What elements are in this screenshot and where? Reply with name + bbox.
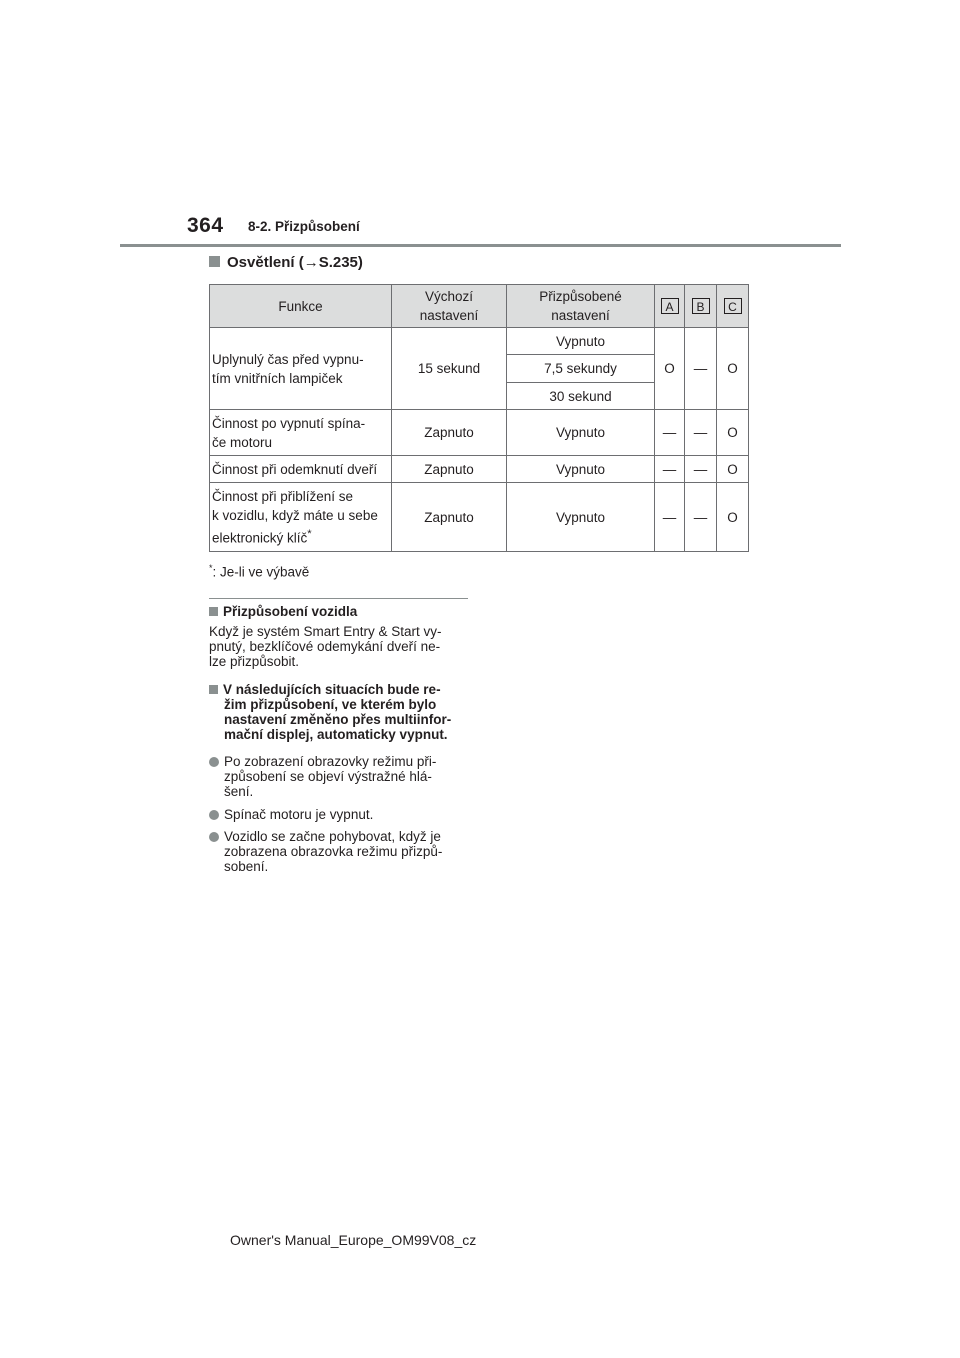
footer-manual-id: Owner's Manual_Europe_OM99V08_cz <box>230 1232 477 1248</box>
square-bullet-icon <box>209 256 220 267</box>
row4-function-line3: elektronický klíč <box>212 530 308 546</box>
row1-function-line1: Uplynulý čas před vypnu- <box>212 351 364 367</box>
row1-function <box>210 328 392 410</box>
bullet3-line2: zobrazena obrazovka režimu přizpů- <box>224 844 443 859</box>
header-rule <box>120 244 841 247</box>
row2-function-line2: če motoru <box>212 434 273 450</box>
notes-divider <box>209 598 468 599</box>
header-b-box: B <box>692 298 710 314</box>
row3-default: Zapnuto <box>392 456 507 483</box>
bullet1-line1: Po zobrazení obrazovky režimu při- <box>224 754 437 769</box>
page-number: 364 <box>187 214 224 237</box>
square-bullet-icon <box>209 685 218 694</box>
table-row <box>210 328 749 355</box>
note1-line1: Když je systém Smart Entry & Start vy- <box>209 624 442 639</box>
note1-line3: lze přizpůsobit. <box>209 654 300 669</box>
row3-a: — <box>655 456 685 483</box>
bullet-engine-off <box>209 807 486 822</box>
note2-line3: nastavení změněno přes multiinfor- <box>224 712 452 727</box>
row3-custom: Vypnuto <box>507 456 655 483</box>
circle-bullet-icon <box>209 757 219 767</box>
row1-option3: 30 sekund <box>507 383 655 410</box>
bullet1-line3: šení. <box>224 784 254 799</box>
bullet-warning <box>209 754 486 799</box>
bullet1-line2: způsobení se objeví výstražné hlá- <box>224 769 432 784</box>
header-custom-line2: nastavení <box>551 308 610 323</box>
header-default-line2: nastavení <box>419 308 479 323</box>
bullet3-line1: Vozidlo se začne pohybovat, když je <box>224 829 441 844</box>
circle-bullet-icon <box>209 832 219 842</box>
note-vehicle-customization <box>209 604 471 669</box>
header-a-box: A <box>661 298 679 314</box>
bullet2-line1: Spínač motoru je vypnut. <box>224 807 374 822</box>
row4-function <box>210 483 392 552</box>
chapter-title: 8-2. Přizpůsobení <box>248 219 360 234</box>
table-row <box>210 410 749 456</box>
section-title: Osvětlení (→S.235) <box>227 254 363 271</box>
note1-title-text: Přizpůsobení vozidla <box>223 604 358 619</box>
header-b <box>685 285 717 328</box>
row4-custom: Vypnuto <box>507 483 655 552</box>
row4-function-line2: k vozidlu, když máte u sebe <box>212 507 378 523</box>
bullet3-line3: sobení. <box>224 859 269 874</box>
row1-default: 15 sekund <box>392 328 507 410</box>
row2-b: — <box>685 410 717 456</box>
note2-line4: mační displej, automaticky vypnut. <box>224 727 448 742</box>
row1-b: — <box>685 328 717 410</box>
row1-option1: Vypnuto <box>507 328 655 355</box>
row4-footnote-mark: * <box>307 527 312 540</box>
row4-b: — <box>685 483 717 552</box>
bullet-vehicle-moving <box>209 829 486 874</box>
row2-custom: Vypnuto <box>507 410 655 456</box>
row1-c: O <box>717 328 749 410</box>
footnote <box>209 563 309 580</box>
row2-function-line1: Činnost po vypnutí spína- <box>212 415 366 431</box>
table-row <box>210 456 749 483</box>
row4-a: — <box>655 483 685 552</box>
row3-c: O <box>717 456 749 483</box>
row3-b: — <box>685 456 717 483</box>
section-heading <box>209 254 363 271</box>
header-a <box>655 285 685 328</box>
header-default <box>392 285 507 328</box>
note-auto-off <box>209 682 486 742</box>
row2-c: O <box>717 410 749 456</box>
header-custom <box>507 285 655 328</box>
row4-function-line1: Činnost při přiblížení se <box>212 488 354 504</box>
header-funkce: Funkce <box>210 285 392 328</box>
row2-function <box>210 410 392 456</box>
footnote-mark: * <box>209 563 213 573</box>
row1-function-line2: tím vnitřních lampiček <box>212 370 343 386</box>
note1-line2: pnutý, bezklíčové odemykání dveří ne- <box>209 639 441 654</box>
header-c <box>717 285 749 328</box>
note2-line2: žim přizpůsobení, ve kterém bylo <box>224 697 437 712</box>
header-custom-line1: Přizpůsobené <box>539 289 622 304</box>
row4-default: Zapnuto <box>392 483 507 552</box>
circle-bullet-icon <box>209 810 219 820</box>
row1-a: O <box>655 328 685 410</box>
table-row <box>210 483 749 552</box>
square-bullet-icon <box>209 607 218 616</box>
row4-c: O <box>717 483 749 552</box>
note1-title <box>209 604 471 619</box>
row2-a: — <box>655 410 685 456</box>
table-header-row <box>210 285 749 328</box>
header-default-line1: Výchozí <box>424 289 474 304</box>
footnote-text: : Je-li ve výbavě <box>212 564 310 580</box>
header-c-box: C <box>724 298 742 314</box>
row1-option2: 7,5 sekundy <box>507 355 655 383</box>
row2-default: Zapnuto <box>392 410 507 456</box>
settings-table <box>209 284 749 552</box>
note2-line1: V následujících situacích bude re- <box>223 682 441 697</box>
row3-function: Činnost při odemknutí dveří <box>210 456 392 483</box>
note1-body <box>209 624 471 669</box>
